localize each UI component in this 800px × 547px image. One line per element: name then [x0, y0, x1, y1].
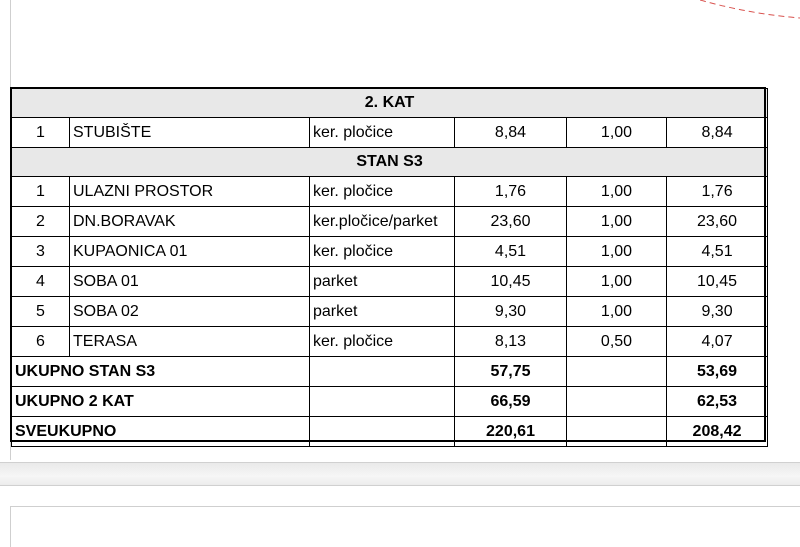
table-row [12, 297, 768, 327]
room-net-area: 10,45 [667, 267, 768, 297]
room-net-area: 8,84 [667, 118, 768, 148]
total-net-area: 208,42 [667, 417, 768, 447]
room-coefficient: 1,00 [567, 207, 667, 237]
room-net-area: 1,76 [667, 177, 768, 207]
total-net-area: 62,53 [667, 387, 768, 417]
room-material: parket [310, 267, 455, 297]
room-coefficient: 1,00 [567, 118, 667, 148]
empty-cell [567, 387, 667, 417]
section-unit-title: STAN S3 [12, 148, 768, 177]
area-table [11, 88, 768, 447]
room-number: 2 [12, 207, 70, 237]
room-coefficient: 1,00 [567, 177, 667, 207]
room-material: ker. pločice [310, 327, 455, 357]
room-name: ULAZNI PROSTOR [70, 177, 310, 207]
total-label: UKUPNO STAN S3 [12, 357, 310, 387]
table-row [12, 118, 768, 148]
empty-cell [567, 357, 667, 387]
room-number: 5 [12, 297, 70, 327]
room-coefficient: 1,00 [567, 237, 667, 267]
total-area: 57,75 [455, 357, 567, 387]
room-area: 23,60 [455, 207, 567, 237]
total-label: UKUPNO 2 KAT [12, 387, 310, 417]
room-number: 3 [12, 237, 70, 267]
table-row [12, 327, 768, 357]
room-coefficient: 1,00 [567, 267, 667, 297]
room-area: 9,30 [455, 297, 567, 327]
room-net-area: 4,51 [667, 237, 768, 267]
empty-cell [310, 417, 455, 447]
total-row [12, 357, 768, 387]
decorative-dashed-curve [700, 0, 800, 20]
room-net-area: 9,30 [667, 297, 768, 327]
room-name: SOBA 02 [70, 297, 310, 327]
room-name: KUPAONICA 01 [70, 237, 310, 267]
section-header-row [12, 89, 768, 118]
table-row [12, 207, 768, 237]
table-row [12, 267, 768, 297]
room-material: ker. pločice [310, 118, 455, 148]
grand-total-row [12, 417, 768, 447]
room-area: 8,13 [455, 327, 567, 357]
table-row [12, 177, 768, 207]
empty-cell [310, 357, 455, 387]
total-label: SVEUKUPNO [12, 417, 310, 447]
room-area: 10,45 [455, 267, 567, 297]
room-number: 1 [12, 118, 70, 148]
total-net-area: 53,69 [667, 357, 768, 387]
room-name: STUBIŠTE [70, 118, 310, 148]
total-area: 220,61 [455, 417, 567, 447]
room-net-area: 23,60 [667, 207, 768, 237]
room-area: 1,76 [455, 177, 567, 207]
room-material: ker. pločice [310, 177, 455, 207]
room-number: 1 [12, 177, 70, 207]
room-name: SOBA 01 [70, 267, 310, 297]
document-page-next [10, 506, 800, 547]
room-material: ker. pločice [310, 237, 455, 267]
room-area: 4,51 [455, 237, 567, 267]
total-row [12, 387, 768, 417]
empty-cell [310, 387, 455, 417]
room-name: DN.BORAVAK [70, 207, 310, 237]
room-number: 4 [12, 267, 70, 297]
empty-cell [567, 417, 667, 447]
section-floor-title: 2. KAT [12, 89, 768, 118]
room-area: 8,84 [455, 118, 567, 148]
room-coefficient: 1,00 [567, 297, 667, 327]
page-separator [0, 462, 800, 486]
room-coefficient: 0,50 [567, 327, 667, 357]
section-header-row [12, 148, 768, 177]
room-material: parket [310, 297, 455, 327]
room-name: TERASA [70, 327, 310, 357]
table-row [12, 237, 768, 267]
room-net-area: 4,07 [667, 327, 768, 357]
room-number: 6 [12, 327, 70, 357]
room-material: ker.pločice/parket [310, 207, 455, 237]
total-area: 66,59 [455, 387, 567, 417]
